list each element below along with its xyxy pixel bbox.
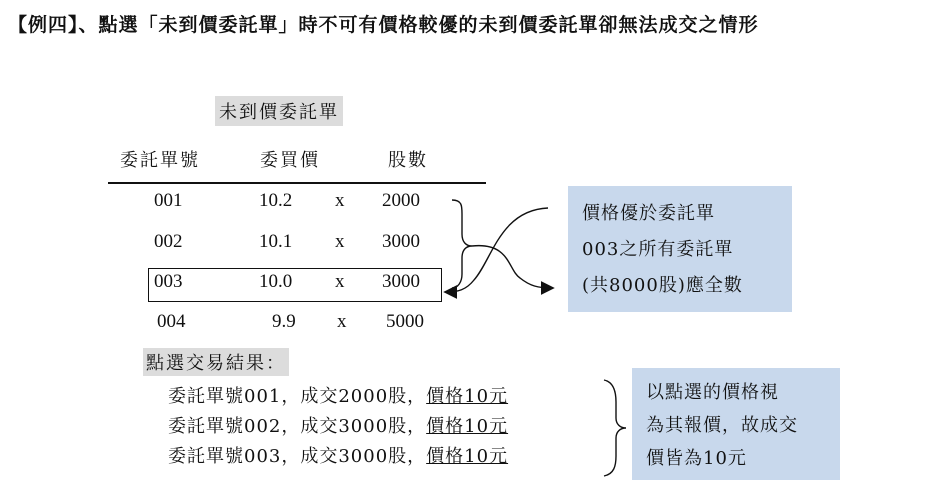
note-top-line-2: 003之所有委託單 [582, 239, 734, 260]
row-001-qty: 2000 [382, 190, 420, 211]
row-003-times: x [335, 271, 345, 292]
row-002-qty: 3000 [382, 231, 420, 252]
row-002-price: 10.1 [259, 231, 293, 252]
row-002-id: 002 [154, 231, 183, 252]
row-003-id: 003 [154, 271, 183, 292]
note-top-line-1: 價格優於委託單 [582, 203, 715, 224]
result-line-3-price: 價格10元 [426, 446, 509, 467]
column-header-order-id: 委託單號 [120, 150, 200, 171]
note-bottom-line-3: 價皆為10元 [646, 448, 747, 469]
row-004-price: 9.9 [272, 311, 296, 332]
row-002-times: x [335, 231, 345, 252]
note-bottom-line-1: 以點選的價格視 [646, 382, 779, 403]
result-line-1-price: 價格10元 [426, 386, 509, 407]
row-004-id: 004 [157, 311, 186, 332]
row-001-price: 10.2 [259, 190, 293, 211]
column-header-bid-price: 委買價 [260, 150, 320, 171]
result-line-1-text: 委託單號001，成交2000股， [168, 386, 427, 407]
row-003-price: 10.0 [259, 271, 293, 292]
example-heading: 【例四】、點選「未到價委託單」時不可有價格較優的未到價委託單卻無法成交之情形 [8, 14, 759, 36]
row-001-id: 001 [154, 190, 183, 211]
column-header-shares: 股數 [388, 150, 428, 171]
brace-results [604, 380, 626, 476]
row-004-times: x [337, 311, 347, 332]
result-line-2-price: 價格10元 [426, 416, 509, 437]
arrow-to-note [472, 246, 552, 288]
result-title: 點選交易結果： [143, 348, 289, 376]
row-003-qty: 3000 [382, 271, 420, 292]
note-bottom-line-2: 為其報價，故成交 [646, 415, 798, 436]
row-004-qty: 5000 [386, 311, 424, 332]
result-line-2-text: 委託單號002，成交3000股， [168, 416, 427, 437]
row-001-times: x [335, 190, 345, 211]
brace-orders-001-002 [452, 200, 472, 288]
result-line-3-text: 委託單號003，成交3000股， [168, 446, 427, 467]
note-top-line-3: (共8000股)應全數 [582, 275, 743, 296]
order-table-title: 未到價委託單 [215, 96, 343, 126]
